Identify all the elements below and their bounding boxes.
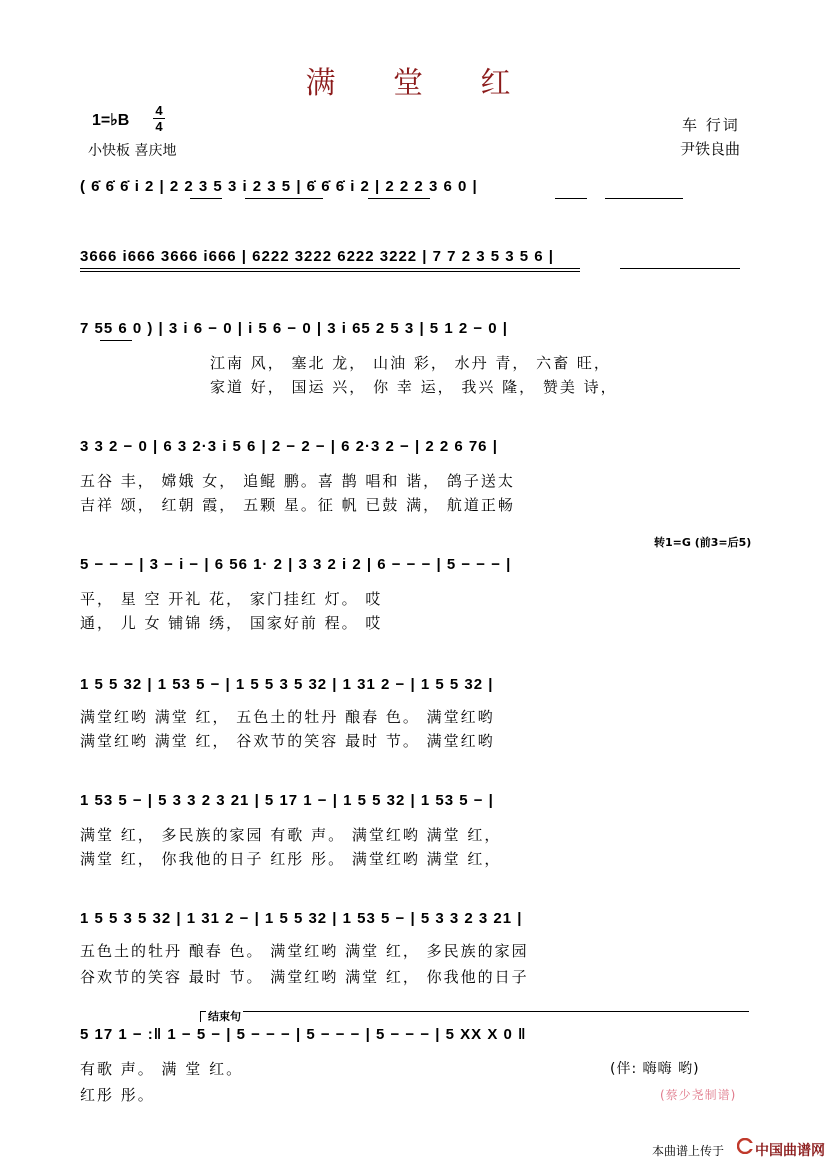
score-row-4-lyric-2: 吉祥 颂， 红朝 霞， 五颗 星。征 帆 已鼓 满， 航道正畅 — [80, 496, 515, 514]
accompaniment-note: (伴: 嗨嗨 哟) — [610, 1061, 700, 1077]
time-signature-bottom: 4 — [155, 119, 163, 134]
coda-label: 结束句 — [208, 1010, 241, 1023]
time-signature — [153, 104, 165, 133]
score-row-7-lyric-2: 满堂 红， 你我他的日子 红彤 彤。 满堂红哟 满堂 红， — [80, 850, 502, 868]
score-row-3-lyric-1: 江南 风， 塞北 龙， 山油 彩， 水丹 青， 六畜 旺， — [210, 354, 611, 372]
key-signature: 1=♭B — [92, 112, 130, 129]
score-row-5-notes: 5 − − − | 3 − i − | 6 56 1· 2 | 3 3 2 i 2 | 6 − − − | 5 − − − | — [80, 556, 512, 573]
footer-upload-text: 本曲谱上传于 — [652, 1144, 725, 1158]
score-row-2-notes: 3666 i666 3666 i666 | 6222 3222 6222 3222 | 7 7 2 3 5 3 5 6 | — [80, 248, 554, 265]
score-row-5-lyric-2: 通， 儿 女 铺锦 绣， 国家好前 程。 哎 — [80, 614, 383, 632]
score-row-9-notes: 5 17 1 − :‖ 1 − 5 − | 5 − − − | 5 − − − | 5 − − − | 5 XX X 0 ‖ — [80, 1026, 527, 1043]
site-name-link[interactable]: 中国曲谱网 — [755, 1143, 825, 1159]
score-row-3-lyric-2: 家道 好， 国运 兴， 你 幸 运， 我兴 隆， 赞美 诗， — [210, 378, 618, 396]
score-row-6-lyric-2: 满堂红哟 满堂 红， 谷欢节的笑容 最时 节。 满堂红哟 — [80, 732, 495, 750]
coda-bracket — [200, 1011, 749, 1022]
score-row-8-lyric-1: 五色土的牡丹 酿春 色。 满堂红哟 满堂 红， 多民族的家园 — [80, 942, 529, 960]
site-logo-icon — [737, 1138, 753, 1154]
score-row-6-lyric-1: 满堂红哟 满堂 红， 五色土的牡丹 酿春 色。 满堂红哟 — [80, 708, 495, 726]
score-row-8-lyric-2: 谷欢节的笑容 最时 节。 满堂红哟 满堂 红， 你我他的日子 — [80, 968, 529, 986]
modulation-marking: 转1=G (前3=后5) — [654, 536, 752, 549]
score-row-4-notes: 3 3 2 − 0 | 6 3 2·3 i 5 6 | 2 − 2 − | 6 2·3 2 − | 2 2 6 76 | — [80, 438, 498, 455]
time-signature-top: 4 — [155, 103, 163, 118]
score-row-9-lyric-2: 红彤 彤。 — [80, 1086, 155, 1104]
score-row-1-notes: ( 6̇ 6̇ 6̇ i 2 | 2 2 3 5 3 i 2 3 5 | 6̇ 6̇ 6̇ i 2 | 2 2 2 3 6 0 | — [80, 178, 478, 195]
tempo-marking: 小快板 喜庆地 — [88, 143, 177, 159]
composer-credit: 尹铁良曲 — [680, 140, 741, 158]
score-row-8-notes: 1 5 5 3 5 32 | 1 31 2 − | 1 5 5 32 | 1 53 5 − | 5 3 3 2 3 21 | — [80, 910, 523, 927]
lyricist-credit: 车 行词 — [682, 116, 740, 134]
transcriber-credit: (蔡少尧制谱) — [660, 1088, 737, 1102]
score-row-9-lyric-1: 有歌 声。 满 堂 红。 — [80, 1060, 244, 1078]
score-row-6-notes: 1 5 5 32 | 1 53 5 − | 1 5 5 3 5 32 | 1 31 2 − | 1 5 5 32 | — [80, 676, 494, 693]
score-row-3-notes: 7 55 6 0 ) | 3 i 6 − 0 | i 5 6 − 0 | 3 i 65 2 5 3 | 5 1 2 − 0 | — [80, 320, 508, 337]
song-title: 满 堂 红 — [305, 66, 535, 101]
score-row-7-lyric-1: 满堂 红， 多民族的家园 有歌 声。 满堂红哟 满堂 红， — [80, 826, 502, 844]
score-row-5-lyric-1: 平， 星 空 开礼 花， 家门挂红 灯。 哎 — [80, 590, 383, 608]
score-row-4-lyric-1: 五谷 丰， 嫦娥 女， 追鲲 鹏。喜 鹊 唱和 谐， 鸽子送太 — [80, 472, 515, 490]
score-row-7-notes: 1 53 5 − | 5 3 3 2 3 21 | 5 17 1 − | 1 5 5 32 | 1 53 5 − | — [80, 792, 494, 809]
